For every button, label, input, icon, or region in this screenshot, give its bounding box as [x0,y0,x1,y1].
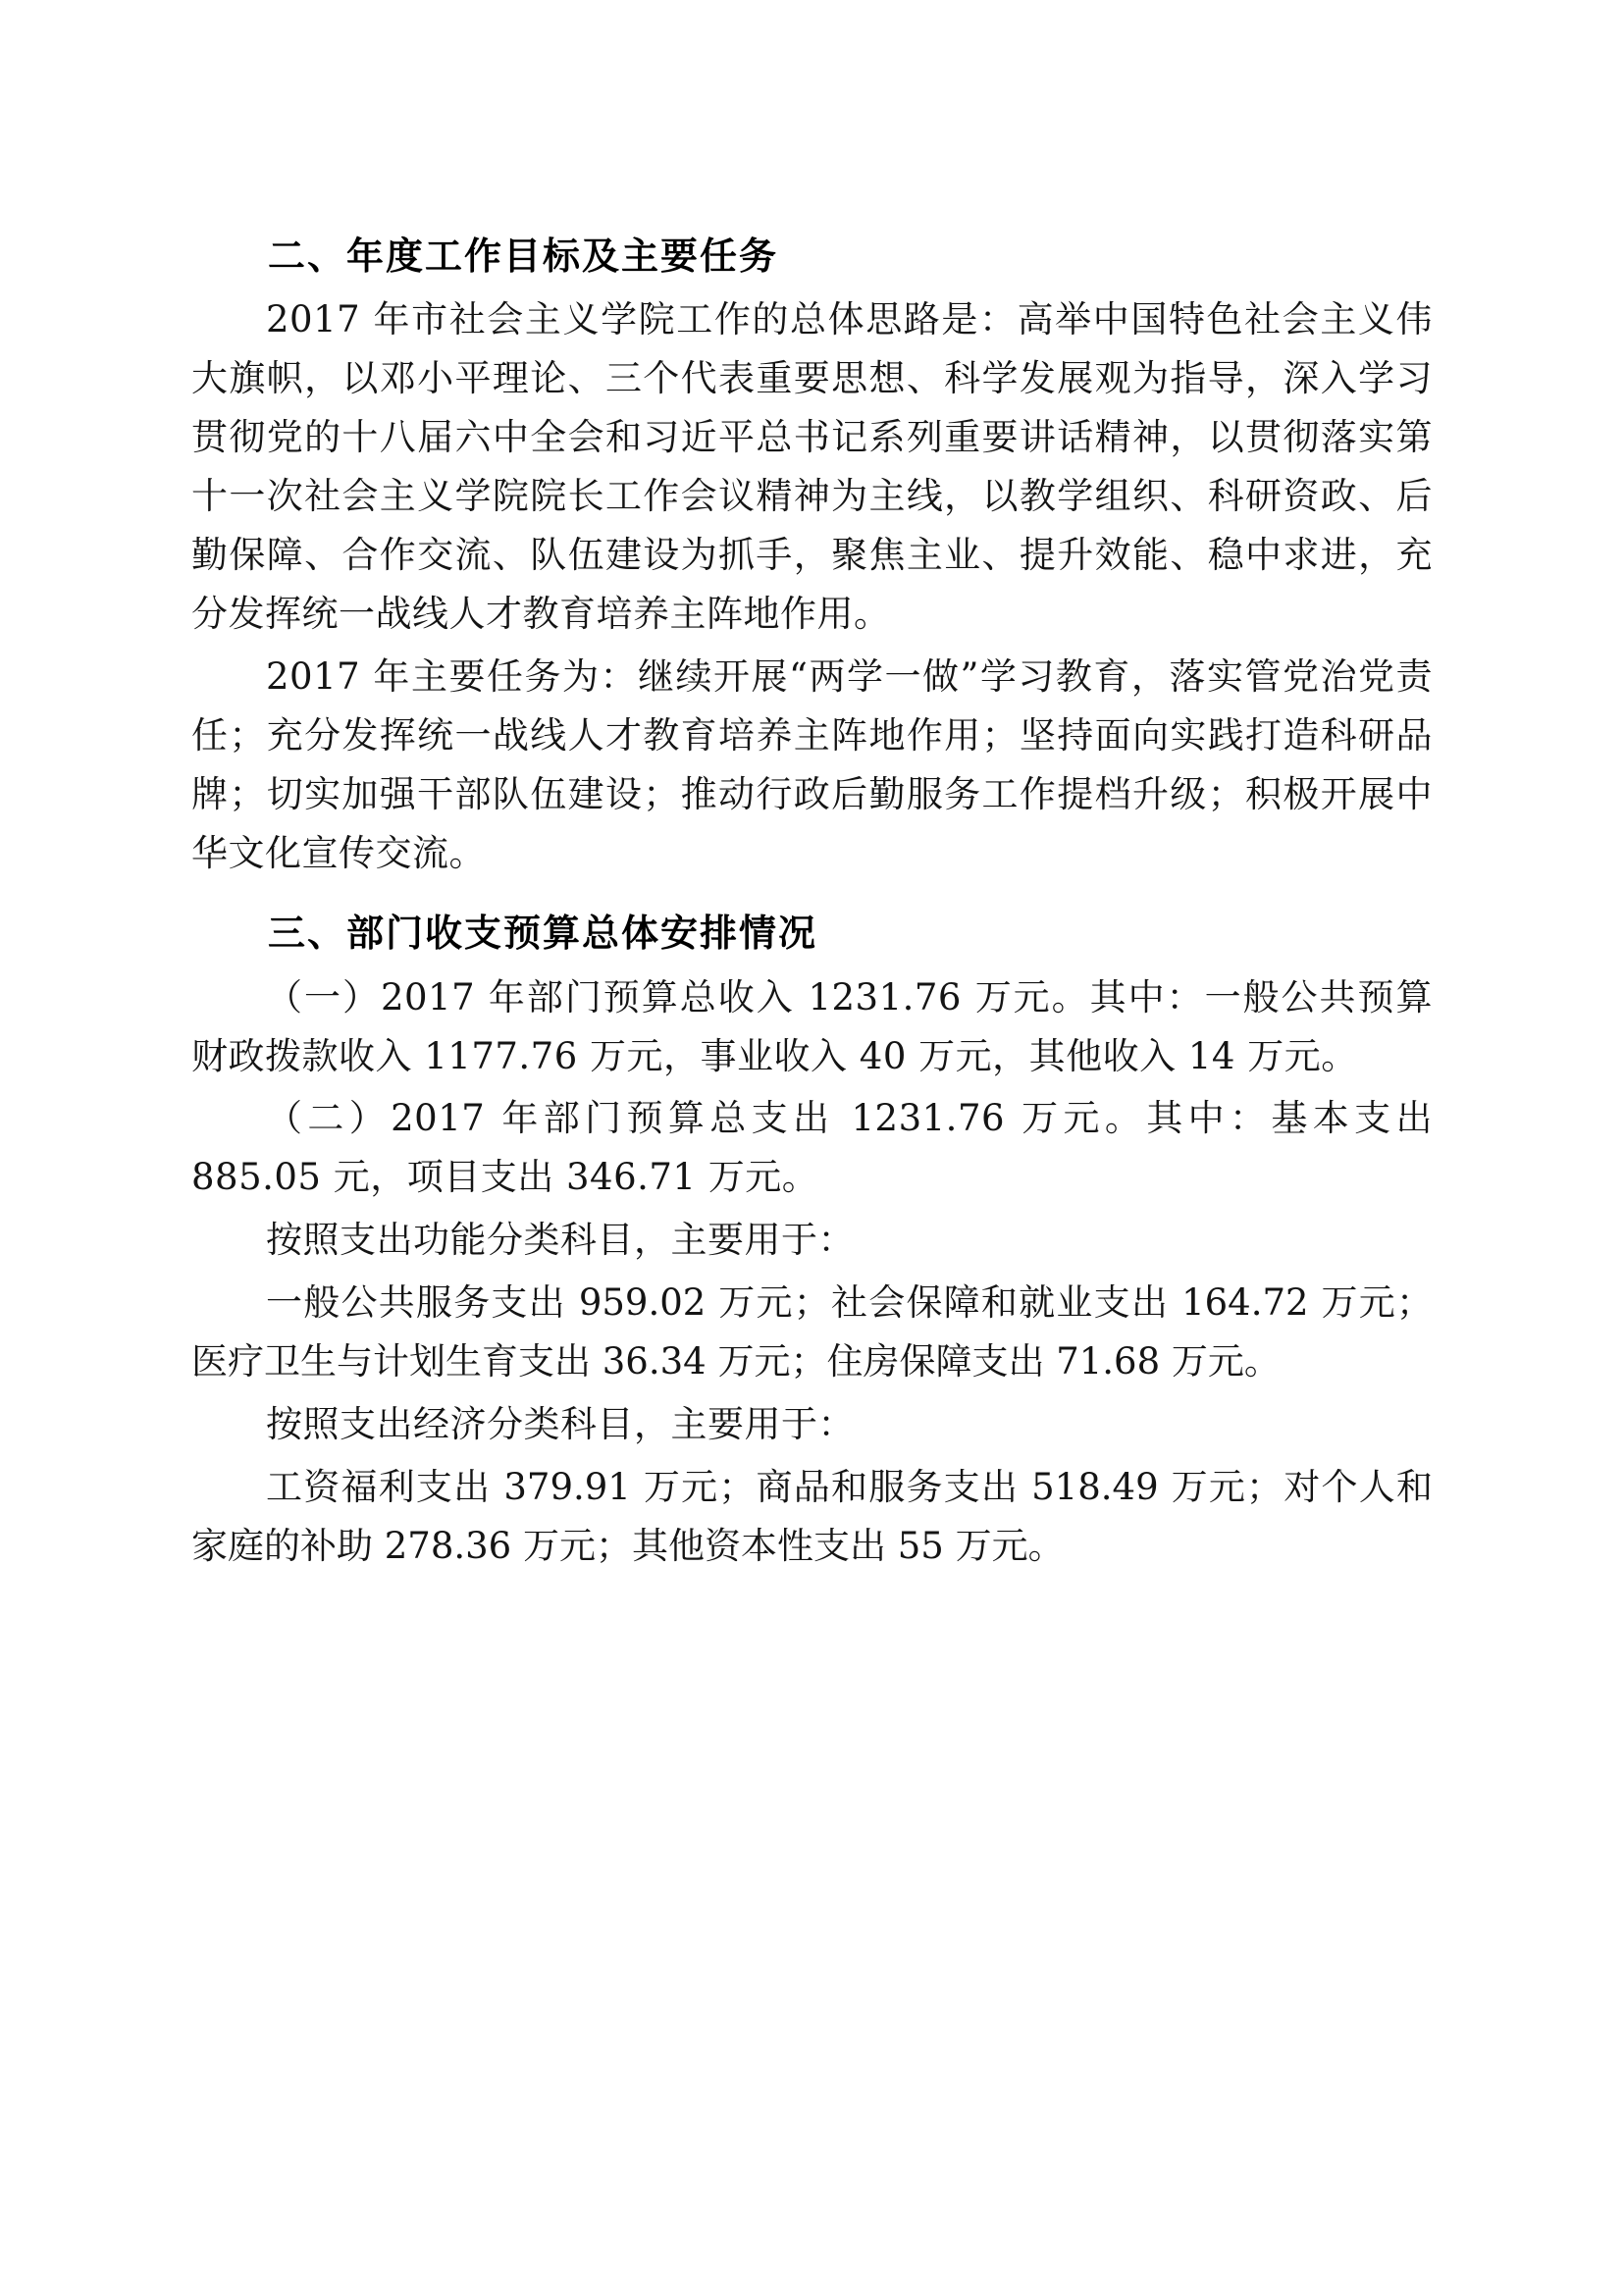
section-heading-3: 三、部门收支预算总体安排情况 [268,913,818,956]
paragraph: （一）2017 年部门预算总收入 1231.76 万元。其中：一般公共预算财政拨款收入 1177.76 万元，事业收入 40 万元，其他收入 14 万元。 [191,975,1433,1077]
document-body [191,231,1433,1576]
paragraph: 按照支出功能分类科目，主要用于： [266,1219,855,1262]
section-heading-2: 二、年度工作目标及主要任务 [268,236,779,278]
paragraph: 工资福利支出 379.91 万元；商品和服务支出 518.49 万元；对个人和家庭的补助 278.36 万元；其他资本性支出 55 万元。 [191,1466,1433,1567]
paragraph: 2017 年市社会主义学院工作的总体思路是：高举中国特色社会主义伟大旗帜，以邓小平理论、三个代表重要思想、科学发展观为指导，深入学习贯彻党的十八届六中全会和习近平总书记系列重要讲话精神，以贯彻落实第十一次社会主义学院院长工作会议精神为主线，以教学组织、科研资政、后勤保障、合作交流、队伍建设为抓手，聚焦主业、提升效能、稳中求进，充分发挥统一战线人才教育培养主阵地作用。 [191,298,1433,635]
paragraph: （二）2017 年部门预算总支出 1231.76 万元。其中：基本支出 885.05 元，项目支出 346.71 万元。 [191,1097,1433,1199]
paragraph: 2017 年主要任务为：继续开展“两学一做”学习教育，落实管党治党责任；充分发挥统一战线人才教育培养主阵地作用；坚持面向实践打造科研品牌；切实加强干部队伍建设；推动行政后勤服务工作提档升级；积极开展中华文化宣传交流。 [191,654,1433,874]
paragraph: 一般公共服务支出 959.02 万元；社会保障和就业支出 164.72 万元；医疗卫生与计划生育支出 36.34 万元；住房保障支出 71.68 万元。 [191,1281,1433,1383]
paragraph: 按照支出经济分类科目，主要用于： [266,1403,855,1446]
